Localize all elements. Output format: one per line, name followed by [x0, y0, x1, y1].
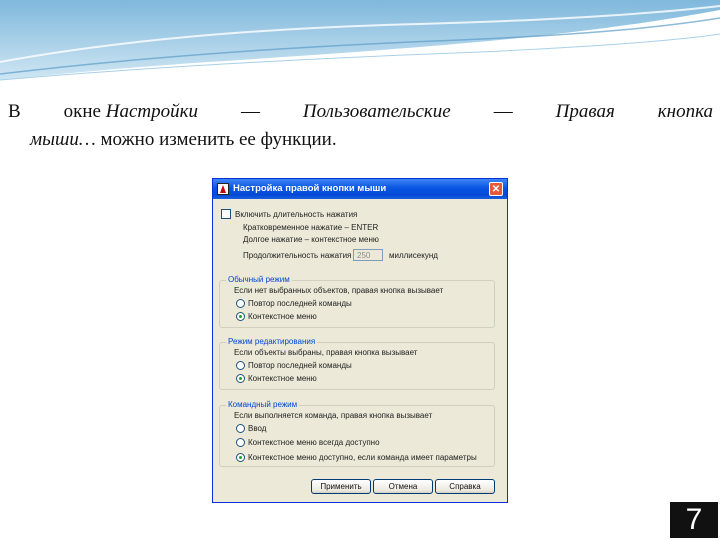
radio-repeat-last-command[interactable] [236, 299, 245, 308]
description-paragraph [8, 98, 713, 154]
group-title: Режим редактирования [228, 337, 316, 346]
slide-number: 7 [670, 502, 718, 538]
menu-name: Правая [555, 101, 615, 122]
dash: — [240, 101, 260, 122]
radio-context-menu-with-options[interactable] [236, 453, 245, 462]
radio-context-menu[interactable] [236, 374, 245, 383]
right-click-settings-dialog [212, 178, 508, 503]
group-title: Обычный режим [228, 275, 290, 284]
menu-name: Пользовательские [302, 101, 451, 122]
word: окне [63, 101, 101, 122]
long-click-label: Долгое нажатие – контекстное меню [243, 235, 379, 244]
help-button[interactable]: Справка [435, 479, 495, 494]
group-title: Командный режим [228, 400, 298, 409]
radio-enter[interactable] [236, 424, 245, 433]
group-caption: Если объекты выбраны, правая кнопка вызывает [234, 348, 418, 357]
menu-name: мыши… [30, 129, 96, 150]
word: В [8, 101, 21, 122]
radio-label: Повтор последней команды [248, 361, 352, 370]
radio-label: Контекстное меню доступно, если команда имеет параметры [248, 453, 477, 462]
autocad-app-icon [217, 183, 229, 195]
short-click-label: Кратковременное нажатие – ENTER [243, 223, 379, 232]
radio-label: Ввод [248, 424, 267, 433]
dialog-titlebar[interactable] [213, 179, 507, 199]
radio-label: Контекстное меню [248, 374, 317, 383]
menu-name: кнопка [657, 101, 713, 122]
enable-timing-label: Включить длительность нажатия [235, 210, 358, 219]
radio-label: Контекстное меню всегда доступно [248, 438, 380, 447]
apply-button[interactable]: Применить [311, 479, 371, 494]
menu-name: Настройки [105, 101, 198, 122]
dialog-title: Настройка правой кнопки мыши [233, 183, 387, 194]
command-mode-group [219, 400, 495, 467]
group-caption: Если нет выбранных объектов, правая кнопка вызывает [234, 286, 444, 295]
duration-input[interactable]: 250 [353, 249, 383, 261]
default-mode-group [219, 275, 495, 328]
close-button[interactable]: ✕ [489, 182, 503, 196]
dash: — [493, 101, 513, 122]
enable-timing-checkbox[interactable] [221, 209, 231, 219]
duration-unit: миллисекунд [389, 251, 438, 260]
radio-context-menu-always[interactable] [236, 438, 245, 447]
radio-repeat-last-command[interactable] [236, 361, 245, 370]
radio-context-menu[interactable] [236, 312, 245, 321]
group-caption: Если выполняется команда, правая кнопка вызывает [234, 411, 433, 420]
edit-mode-group [219, 337, 495, 390]
cancel-button[interactable]: Отмена [373, 479, 433, 494]
decorative-banner [0, 0, 720, 90]
duration-label: Продолжительность нажатия [243, 251, 352, 260]
radio-label: Повтор последней команды [248, 299, 352, 308]
radio-label: Контекстное меню [248, 312, 317, 321]
sentence-tail: можно изменить ее функции. [95, 129, 337, 150]
